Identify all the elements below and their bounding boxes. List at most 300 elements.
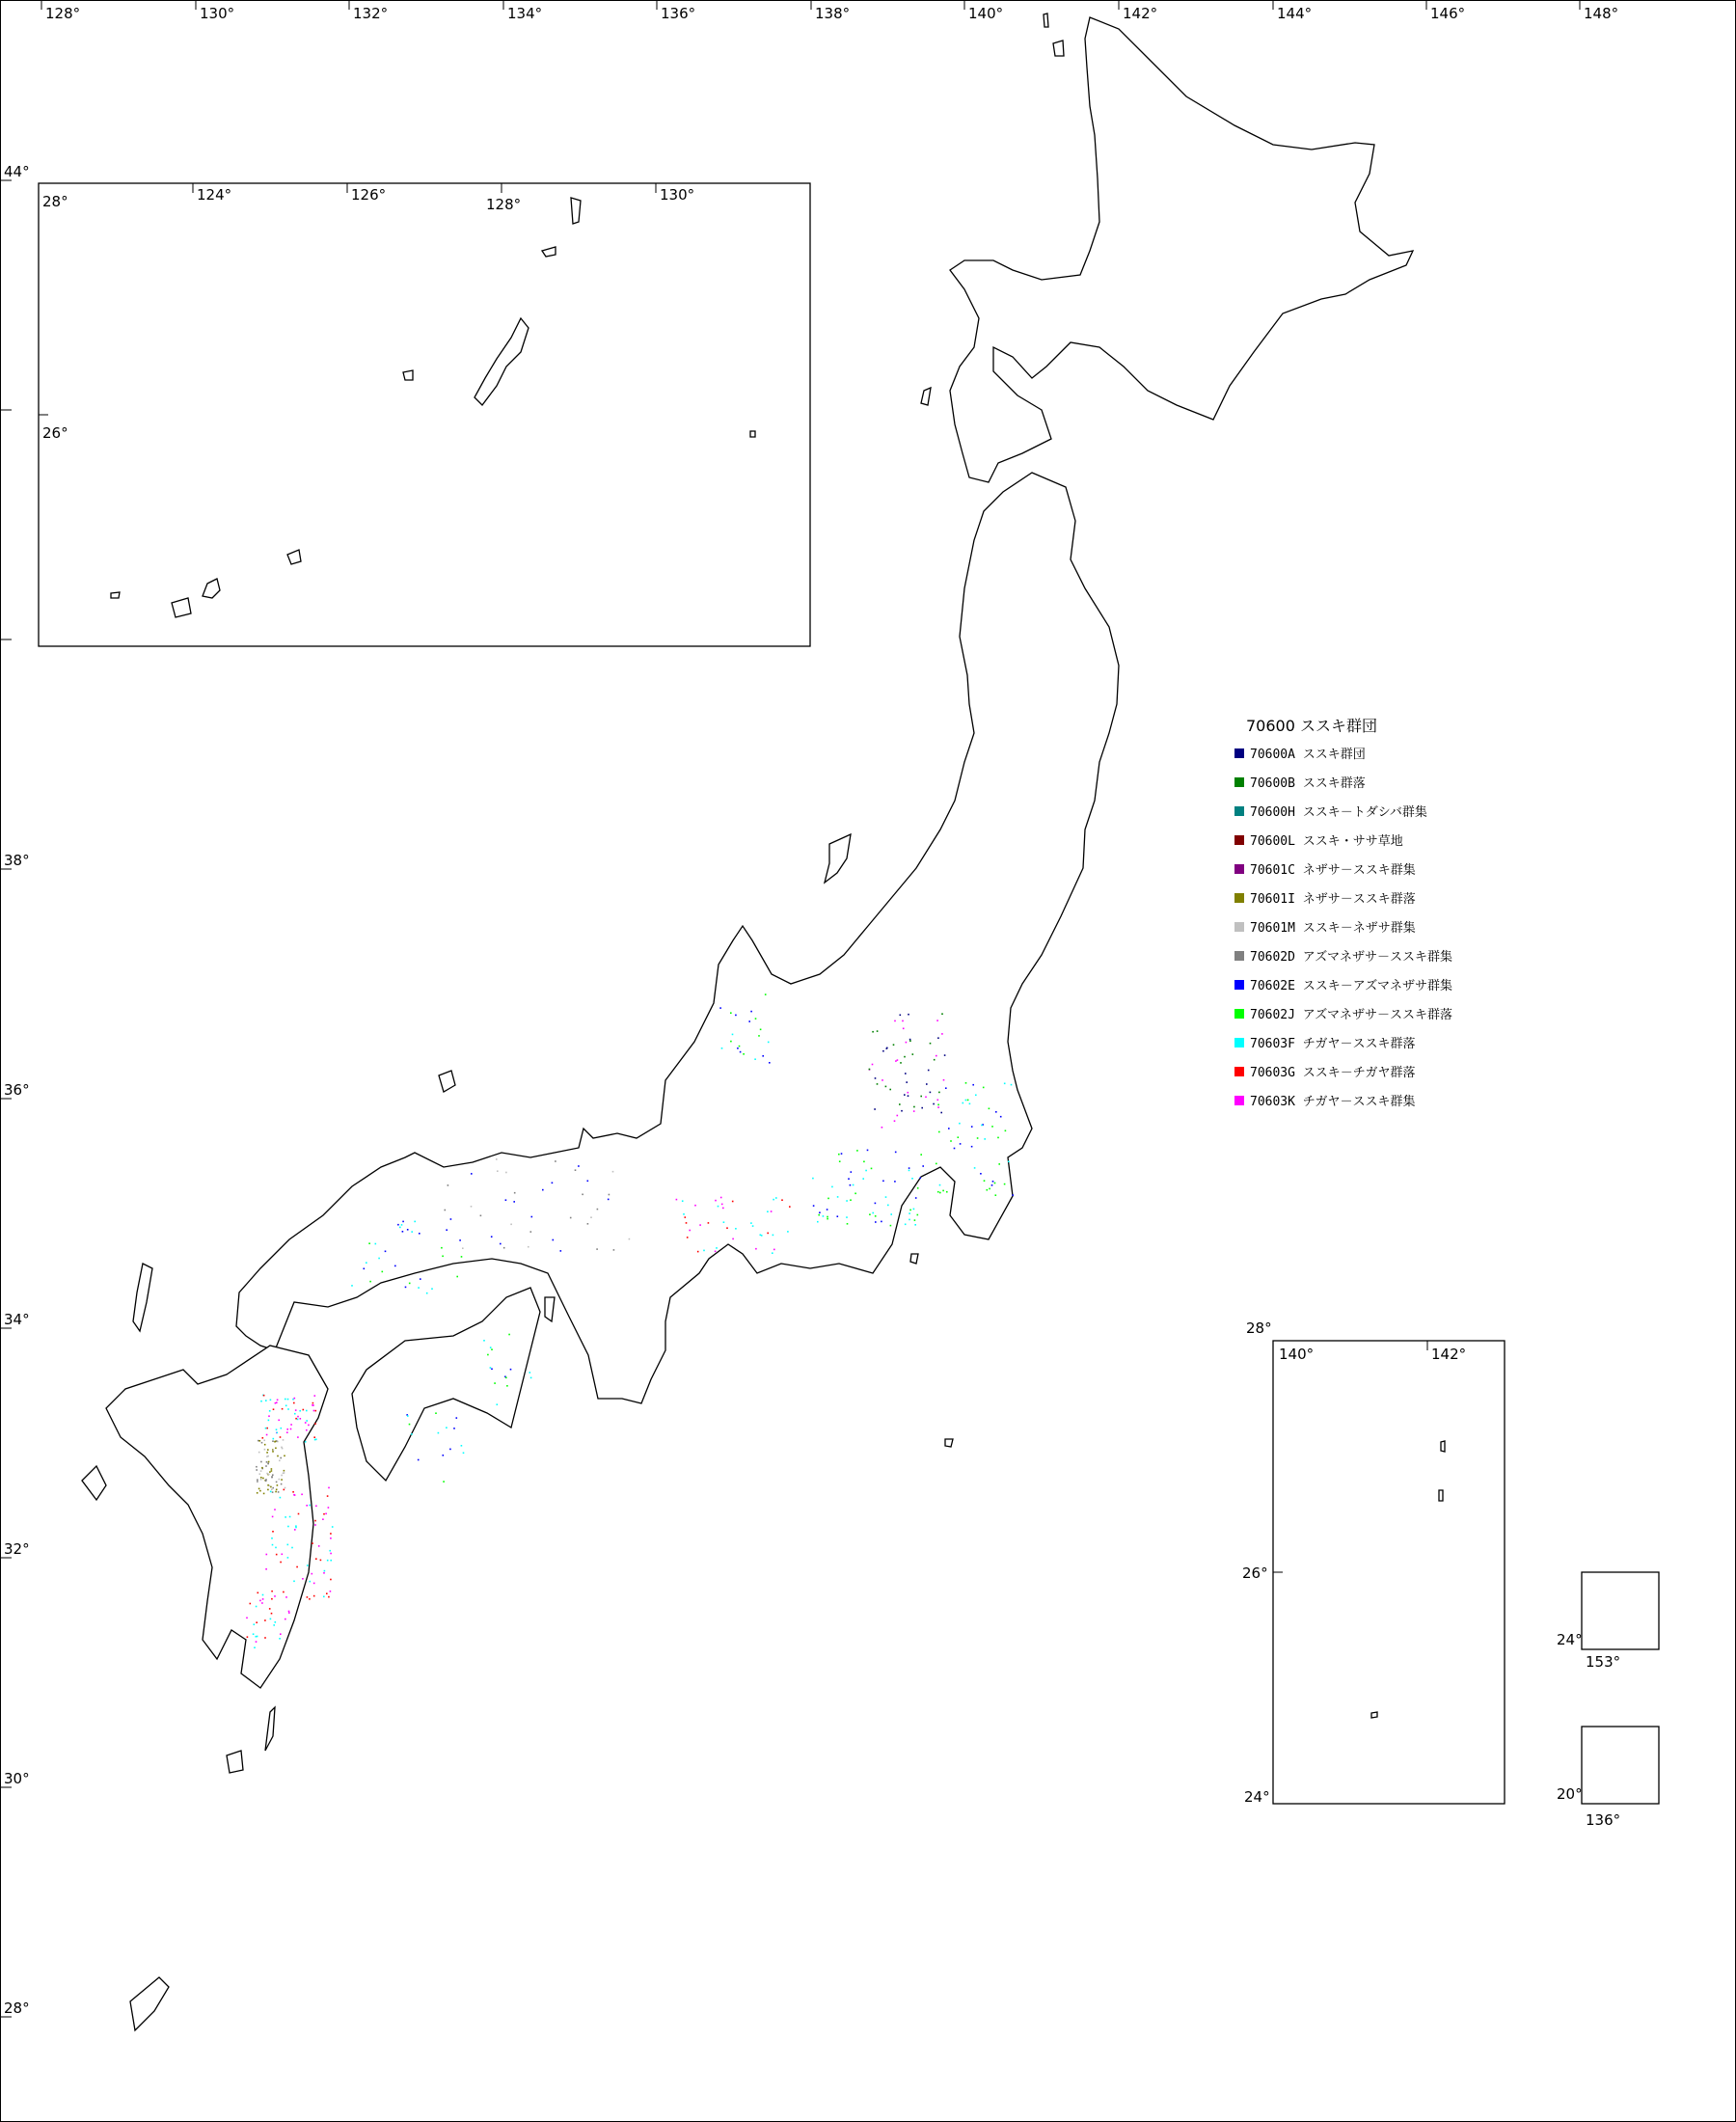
vegetation-dot: [984, 1138, 986, 1140]
vegetation-dot: [402, 1231, 404, 1233]
vegetation-dot: [258, 1592, 259, 1594]
vegetation-dot: [877, 1030, 879, 1032]
vegetation-dot: [298, 1513, 300, 1515]
vegetation-dot: [939, 1192, 941, 1194]
vegetation-dot: [266, 1452, 268, 1454]
vegetation-dot: [922, 1165, 924, 1167]
vegetation-dot: [293, 1494, 295, 1496]
vegetation-dot: [285, 1399, 286, 1401]
legend-label-70603G: 70603G ススキ－チガヤ群落: [1250, 1066, 1416, 1080]
vegetation-dot: [322, 1518, 324, 1520]
vegetation-dot: [909, 1039, 911, 1041]
vegetation-dot: [259, 1473, 261, 1475]
vegetation-dot: [887, 1205, 889, 1207]
vegetation-dot: [289, 1516, 291, 1518]
vegetation-dot: [256, 1621, 258, 1623]
lat-label-32: 32°: [4, 1540, 30, 1558]
vegetation-dot: [287, 1399, 289, 1401]
vegetation-dot: [315, 1558, 317, 1560]
vegetation-dot: [908, 1095, 909, 1097]
vegetation-dot: [767, 1233, 769, 1235]
vegetation-dot: [754, 1058, 756, 1060]
vegetation-dot: [718, 1206, 719, 1208]
vegetation-dot: [726, 1227, 728, 1229]
vegetation-dot: [936, 1055, 937, 1057]
legend-label-70602J: 70602J アズマネザサ－ススキ群落: [1250, 1008, 1453, 1022]
vegetation-dot: [293, 1402, 295, 1404]
vegetation-dot: [256, 1469, 258, 1471]
vegetation-dot: [1004, 1183, 1006, 1185]
vegetation-dot: [555, 1160, 556, 1162]
vegetation-dot: [937, 1037, 939, 1039]
vegetation-dot: [278, 1420, 280, 1422]
vegetation-dot: [456, 1276, 458, 1278]
vegetation-dot: [720, 1197, 722, 1199]
vegetation-dot: [687, 1237, 689, 1238]
vegetation-dot: [459, 1239, 461, 1241]
vegetation-dot: [257, 1492, 258, 1494]
vegetation-dot: [431, 1288, 433, 1290]
vegetation-dot: [375, 1243, 377, 1245]
vegetation-dot: [409, 1283, 411, 1285]
legend-label-70600A: 70600A ススキ群団: [1250, 748, 1366, 762]
legend-items: [1234, 748, 1452, 1109]
hachijojima-island: [945, 1439, 953, 1447]
vegetation-dot: [305, 1422, 307, 1424]
vegetation-dot: [301, 1494, 303, 1496]
vegetation-dot: [960, 1143, 962, 1145]
vegetation-dot: [267, 1489, 269, 1491]
vegetation-dot: [1000, 1116, 1002, 1118]
vegetation-dot: [500, 1243, 502, 1245]
vegetation-dot: [890, 1225, 892, 1227]
vegetation-dot: [514, 1192, 516, 1194]
vegetation-dot: [275, 1441, 277, 1443]
vegetation-dot: [995, 1111, 997, 1113]
vegetation-dot: [905, 1224, 907, 1226]
vegetation-dot: [608, 1199, 610, 1201]
vegetation-dot: [875, 1203, 877, 1205]
oki-islands: [439, 1071, 455, 1092]
vegetation-dot: [312, 1542, 313, 1544]
legend-swatch-70600A: [1234, 748, 1244, 758]
okinotorishima-lat-label: 20°: [1557, 1785, 1583, 1803]
vegetation-dot: [818, 1214, 820, 1216]
vegetation-dot: [449, 1449, 451, 1451]
vegetation-dot: [445, 1210, 447, 1211]
vegetation-dot: [773, 1249, 775, 1251]
vegetation-dot: [306, 1420, 308, 1422]
vegetation-dot: [940, 1112, 942, 1114]
vegetation-dot: [841, 1153, 843, 1155]
vegetation-dot: [330, 1537, 332, 1539]
vegetation-dot: [269, 1608, 271, 1610]
vegetation-dot: [542, 1189, 544, 1191]
vegetation-dot: [491, 1369, 493, 1371]
vegetation-dot: [260, 1479, 262, 1481]
vegetation-dot: [435, 1412, 437, 1414]
vegetation-dot: [894, 1020, 896, 1022]
vegetation-dot: [847, 1223, 849, 1225]
vegetation-dot: [919, 1178, 921, 1180]
vegetation-dot: [906, 1081, 908, 1083]
vegetation-dot: [277, 1455, 279, 1457]
vegetation-dot: [719, 1007, 721, 1009]
ryukyu-inset-frame: [39, 183, 810, 646]
vegetation-dot: [262, 1437, 264, 1439]
vegetation-dot: [257, 1481, 258, 1483]
vegetation-dot: [269, 1410, 271, 1412]
vegetation-dot: [735, 1228, 737, 1230]
vegetation-dot: [329, 1550, 331, 1552]
vegetation-dot: [282, 1408, 284, 1410]
vegetation-dot: [273, 1624, 275, 1626]
vegetation-dot: [307, 1596, 309, 1598]
vegetation-dot: [897, 1115, 899, 1117]
vegetation-dot: [867, 1150, 869, 1152]
vegetation-dot: [513, 1201, 515, 1203]
legend-label-70603K: 70603K チガヤ－ススキ群集: [1250, 1095, 1416, 1109]
vegetation-dot: [297, 1436, 299, 1438]
vegetation-dot: [267, 1484, 269, 1486]
vegetation-dot: [694, 1205, 696, 1207]
vegetation-dot: [287, 1526, 289, 1528]
lon-label-128: 128°: [45, 5, 81, 22]
vegetation-dot: [312, 1402, 314, 1404]
vegetation-dot: [276, 1489, 278, 1491]
vegetation-dot: [258, 1488, 260, 1490]
vegetation-dot: [948, 1128, 950, 1129]
vegetation-dot: [281, 1479, 283, 1481]
vegetation-dot: [528, 1246, 529, 1248]
vegetation-dot: [939, 1184, 941, 1186]
rebun-island: [1044, 14, 1048, 27]
vegetation-dot: [871, 1168, 873, 1170]
vegetation-dot: [281, 1483, 283, 1485]
lon-label-136: 136°: [661, 5, 696, 22]
vegetation-dot: [862, 1178, 864, 1180]
legend-swatch-70601C: [1234, 864, 1244, 874]
vegetation-dot: [965, 1082, 967, 1084]
vegetation-dot: [909, 1212, 910, 1214]
vegetation-dot: [629, 1238, 631, 1240]
vegetation-dot: [941, 1033, 943, 1035]
vegetation-dot: [327, 1495, 329, 1497]
hahajima-island: [1439, 1490, 1443, 1501]
vegetation-dot: [281, 1428, 283, 1429]
vegetation-dot: [461, 1445, 463, 1447]
vegetation-dot: [772, 1252, 773, 1254]
vegetation-dot: [768, 1042, 770, 1044]
vegetation-dot: [1004, 1083, 1006, 1085]
vegetation-dot: [762, 1055, 764, 1057]
vegetation-dot: [895, 1152, 897, 1154]
vegetation-dot: [893, 1044, 895, 1046]
vegetation-dot: [270, 1619, 272, 1620]
vegetation-dot: [273, 1408, 275, 1410]
vegetation-dot: [732, 1201, 734, 1203]
vegetation-dot: [995, 1194, 997, 1196]
ogasawara-inset-map: [1242, 1319, 1505, 1806]
vegetation-dot: [299, 1410, 301, 1412]
vegetation-dot: [787, 1231, 789, 1233]
vegetation-dot: [686, 1222, 688, 1224]
vegetation-dot: [703, 1250, 705, 1252]
vegetation-dot: [909, 1167, 910, 1169]
vegetation-dot: [773, 1235, 774, 1237]
vegetation-dot: [773, 1199, 774, 1201]
vegetation-dot: [405, 1287, 407, 1289]
vegetation-dot: [899, 1103, 901, 1105]
vegetation-dot: [385, 1251, 387, 1253]
vegetation-dot: [505, 1172, 507, 1174]
vegetation-dot: [351, 1285, 353, 1287]
vegetation-dot: [300, 1418, 302, 1420]
vegetation-dot: [262, 1478, 264, 1480]
vegetation-dot: [758, 1035, 760, 1037]
vegetation-dot: [487, 1354, 489, 1356]
vegetation-dot: [306, 1505, 308, 1507]
vegetation-dot: [886, 1047, 888, 1049]
vegetation-dot: [856, 1150, 858, 1152]
vegetation-dot: [506, 1385, 508, 1387]
vegetation-dot: [885, 1086, 887, 1088]
kumejima-island: [403, 370, 413, 380]
vegetation-dot: [296, 1566, 298, 1568]
vegetation-dot: [258, 1440, 259, 1442]
vegetation-dot: [853, 1184, 854, 1186]
vegetation-dot: [266, 1434, 268, 1436]
minamitorishima-inset-frame: [1582, 1572, 1659, 1649]
vegetation-dot: [980, 1173, 982, 1175]
vegetation-dot: [276, 1554, 278, 1556]
lon-label-132: 132°: [353, 5, 389, 22]
vegetation-dot: [271, 1613, 273, 1615]
legend-label-70602D: 70602D アズマネザサ－ススキ群集: [1250, 950, 1453, 965]
vegetation-dot: [908, 1014, 909, 1016]
vegetation-dot: [831, 1186, 833, 1188]
vegetation-dot: [267, 1463, 269, 1465]
vegetation-dot: [303, 1409, 305, 1411]
vegetation-dot: [276, 1482, 278, 1483]
vegetation-dot: [936, 1020, 938, 1021]
lat-label-38: 38°: [4, 852, 30, 869]
vegetation-dot: [285, 1487, 286, 1489]
vegetation-dot: [264, 1637, 266, 1639]
vegetation-dot: [889, 1089, 891, 1091]
vegetation-dot: [320, 1560, 322, 1562]
vegetation-dot: [920, 1096, 922, 1098]
vegetation-dot: [274, 1509, 276, 1510]
vegetation-dot: [730, 1012, 732, 1014]
vegetation-dot: [253, 1633, 255, 1635]
vegetation-dot: [914, 1224, 916, 1226]
vegetation-dot: [917, 1187, 919, 1189]
vegetation-dot: [284, 1472, 285, 1474]
vegetation-dot: [971, 1146, 973, 1148]
lat-label-34: 34°: [4, 1311, 30, 1328]
vegetation-dot: [737, 1047, 739, 1049]
vegetation-dot: [287, 1408, 289, 1410]
vegetation-dot: [894, 1181, 896, 1183]
vegetation-dot: [981, 1125, 983, 1127]
vegetation-dot: [895, 1060, 897, 1062]
vegetation-dot: [950, 1140, 952, 1142]
vegetation-dot: [936, 1163, 937, 1165]
ogasawara-lon-label-140: 140°: [1279, 1346, 1315, 1363]
vegetation-dot: [327, 1560, 329, 1562]
vegetation-dot: [286, 1431, 288, 1433]
vegetation-dot: [872, 1212, 874, 1214]
vegetation-dot: [900, 1062, 902, 1064]
vegetation-dot: [272, 1440, 274, 1442]
vegetation-dot: [837, 1215, 839, 1217]
vegetation-dot: [250, 1603, 252, 1605]
vegetation-dot: [578, 1165, 580, 1167]
vegetation-dot: [959, 1123, 961, 1125]
vegetation-dot: [882, 1181, 884, 1183]
vegetation-dot: [928, 1070, 930, 1072]
vegetation-dot: [716, 1247, 718, 1249]
vegetation-dot: [279, 1460, 281, 1462]
vegetation-dot: [912, 1053, 914, 1055]
vegetation-dot: [294, 1398, 296, 1400]
vegetation-dot: [875, 1077, 877, 1079]
vegetation-dot: [699, 1224, 701, 1226]
vegetation-dot: [453, 1428, 455, 1429]
vegetation-dot: [328, 1487, 330, 1489]
vegetation-dot: [972, 1084, 974, 1086]
vegetation-dot: [443, 1455, 445, 1456]
vegetation-dot: [270, 1491, 272, 1493]
vegetation-dot: [954, 1148, 956, 1150]
vegetation-dot: [905, 1073, 907, 1075]
vegetation-dot: [781, 1199, 783, 1201]
vegetation-dot: [496, 1158, 498, 1160]
vegetation-dot: [597, 1209, 599, 1211]
legend-label-70601I: 70601I ネザサ－ススキ群落: [1250, 892, 1416, 907]
vegetation-dot: [407, 1229, 409, 1231]
iwoto-island: [1371, 1712, 1377, 1718]
vegetation-dot: [530, 1231, 532, 1233]
vegetation-dot: [570, 1217, 572, 1219]
vegetation-dot: [307, 1564, 309, 1566]
vegetation-dot: [411, 1231, 413, 1233]
vegetation-dot: [446, 1427, 448, 1428]
vegetation-dot: [553, 1239, 555, 1241]
vegetation-dot: [285, 1596, 287, 1598]
vegetation-dot: [913, 1110, 915, 1112]
vegetation-dot: [587, 1181, 589, 1183]
vegetation-dot: [917, 1214, 919, 1216]
vegetation-dot: [315, 1410, 317, 1412]
vegetation-dot: [326, 1592, 328, 1594]
legend-swatch-70603F: [1234, 1038, 1244, 1047]
vegetation-dot: [769, 1062, 771, 1064]
vegetation-dot: [271, 1476, 273, 1478]
vegetation-dot: [863, 1161, 865, 1163]
vegetation-dot: [260, 1401, 262, 1402]
lon-label-138: 138°: [815, 5, 851, 22]
lon-label-142: 142°: [1123, 5, 1158, 22]
vegetation-dot: [265, 1428, 267, 1429]
vegetation-dot: [909, 1210, 911, 1211]
ogasawara-inset-frame: [1273, 1341, 1505, 1804]
vegetation-dot: [271, 1591, 273, 1592]
vegetation-dot: [983, 1087, 985, 1089]
vegetation-dot: [330, 1553, 332, 1555]
vegetation-dot: [872, 1031, 874, 1033]
vegetation-dot: [297, 1419, 299, 1421]
vegetation-dot: [909, 1040, 911, 1042]
lon-label-148: 148°: [1584, 5, 1619, 22]
ryukyu-lon-label-130: 130°: [660, 186, 695, 204]
vegetation-dot: [259, 1490, 261, 1492]
vegetation-dot: [894, 1120, 896, 1122]
legend-swatch-70603K: [1234, 1096, 1244, 1105]
ogasawara-lat-label-24: 24°: [1244, 1788, 1270, 1806]
vegetation-dot: [819, 1211, 821, 1213]
chichijima-island: [1441, 1441, 1445, 1452]
vegetation-dot: [748, 1020, 750, 1022]
vegetation-dot: [271, 1598, 273, 1600]
vegetation-dot: [974, 1167, 976, 1169]
vegetation-dot: [529, 1372, 531, 1374]
vegetation-dot: [906, 1042, 908, 1044]
shikoku: [352, 1288, 540, 1481]
vegetation-dot: [827, 1209, 828, 1211]
vegetation-dot: [259, 1440, 261, 1442]
vegetation-dot: [739, 1046, 741, 1047]
minamitorishima-inset-map: [1557, 1572, 1659, 1671]
okinotorishima-lon-label: 136°: [1586, 1811, 1621, 1829]
vegetation-dot: [272, 1531, 274, 1533]
vegetation-dot: [977, 1137, 979, 1139]
vegetation-dot: [913, 1106, 915, 1108]
vegetation-dot: [275, 1547, 277, 1549]
vegetation-dot: [851, 1171, 853, 1173]
daito-island: [750, 431, 755, 437]
legend-swatch-70602E: [1234, 980, 1244, 990]
vegetation-dot: [944, 1054, 946, 1056]
vegetation-dot: [941, 1013, 943, 1015]
vegetation-dot: [854, 1193, 856, 1195]
vegetation-dot: [767, 1211, 769, 1212]
minamitorishima-lat-label: 24°: [1557, 1631, 1583, 1648]
vegetation-dot: [295, 1418, 297, 1420]
vegetation-dot: [264, 1444, 266, 1446]
vegetation-dot: [270, 1400, 272, 1401]
vegetation-dot: [283, 1439, 285, 1441]
vegetation-dot: [997, 1137, 999, 1139]
vegetation-dot: [285, 1405, 287, 1407]
lon-label-146: 146°: [1430, 5, 1466, 22]
vegetation-dot: [1012, 1194, 1014, 1196]
vegetation-dot: [750, 1011, 752, 1013]
vegetation-dot: [264, 1619, 266, 1621]
vegetation-dot: [262, 1594, 264, 1596]
vegetation-dot: [324, 1570, 326, 1572]
vegetation-dot: [755, 1018, 757, 1020]
vegetation-dot: [938, 1092, 940, 1094]
vegetation-dot: [277, 1432, 279, 1434]
vegetation-dot: [925, 1097, 927, 1099]
vegetation-dot: [290, 1428, 292, 1430]
vegetation-dot: [272, 1544, 274, 1546]
vegetation-dot: [315, 1439, 317, 1441]
vegetation-dot: [967, 1100, 969, 1102]
vegetation-dot: [314, 1520, 316, 1522]
